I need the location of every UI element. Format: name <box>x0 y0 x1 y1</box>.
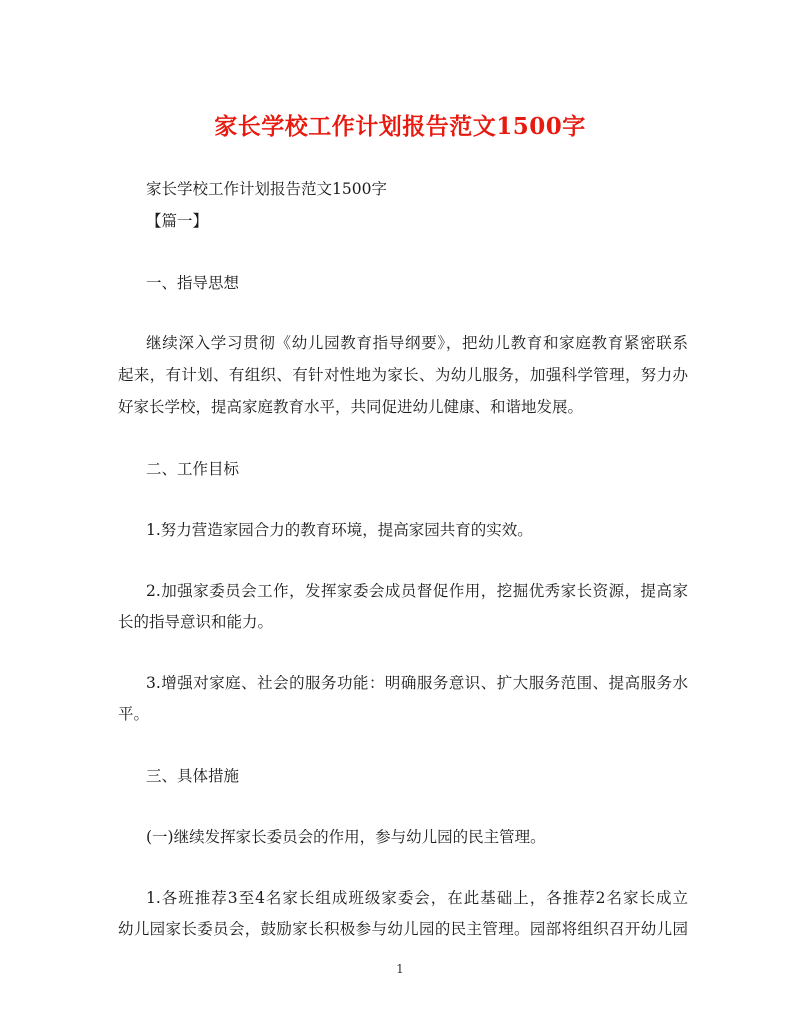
goal-item-1: 1.努力营造家园合力的教育环境，提高家园共育的实效。 <box>146 521 533 539</box>
paragraph-line: 起来，有计划、有组织、有针对性地为家长、为幼儿服务，加强科学管理，努力办 <box>118 366 688 384</box>
part-label: 【篇一】 <box>146 212 209 230</box>
measure-item-1-line: 1.各班推荐3至4名家长组成班级家委会，在此基础上，各推荐2名家长成立 <box>146 889 688 907</box>
measure-heading: (一)继续发挥家长委员会的作用，参与幼儿园的民主管理。 <box>146 828 546 846</box>
section-heading-measures: 三、具体措施 <box>146 767 240 785</box>
paragraph-line: 好家长学校，提高家庭教育水平，共同促进幼儿健康、和谐地发展。 <box>118 398 584 416</box>
document-subtitle: 家长学校工作计划报告范文1500字 <box>146 180 387 198</box>
document-title: 家长学校工作计划报告范文1500字 <box>214 113 586 140</box>
measure-item-1-line: 幼儿园家长委员会，鼓励家长积极参与幼儿园的民主管理。园部将组织召开幼儿园 <box>118 920 688 938</box>
page-number: 1 <box>396 962 404 976</box>
goal-item-2-line: 2.加强家委员会工作，发挥家委会成员督促作用，挖掘优秀家长资源，提高家 <box>146 582 688 600</box>
paragraph-line: 继续深入学习贯彻《幼儿园教育指导纲要》，把幼儿教育和家庭教育紧密联系 <box>146 334 688 352</box>
goal-item-3-line: 3.增强对家庭、社会的服务功能：明确服务意识、扩大服务范围、提高服务水 <box>146 674 688 692</box>
goal-item-3-line: 平。 <box>118 705 150 723</box>
section-heading-work-goals: 二、工作目标 <box>146 460 240 478</box>
goal-item-2-line: 长的指导意识和能力。 <box>118 613 274 631</box>
section-heading-guiding-thought: 一、指导思想 <box>146 274 240 292</box>
